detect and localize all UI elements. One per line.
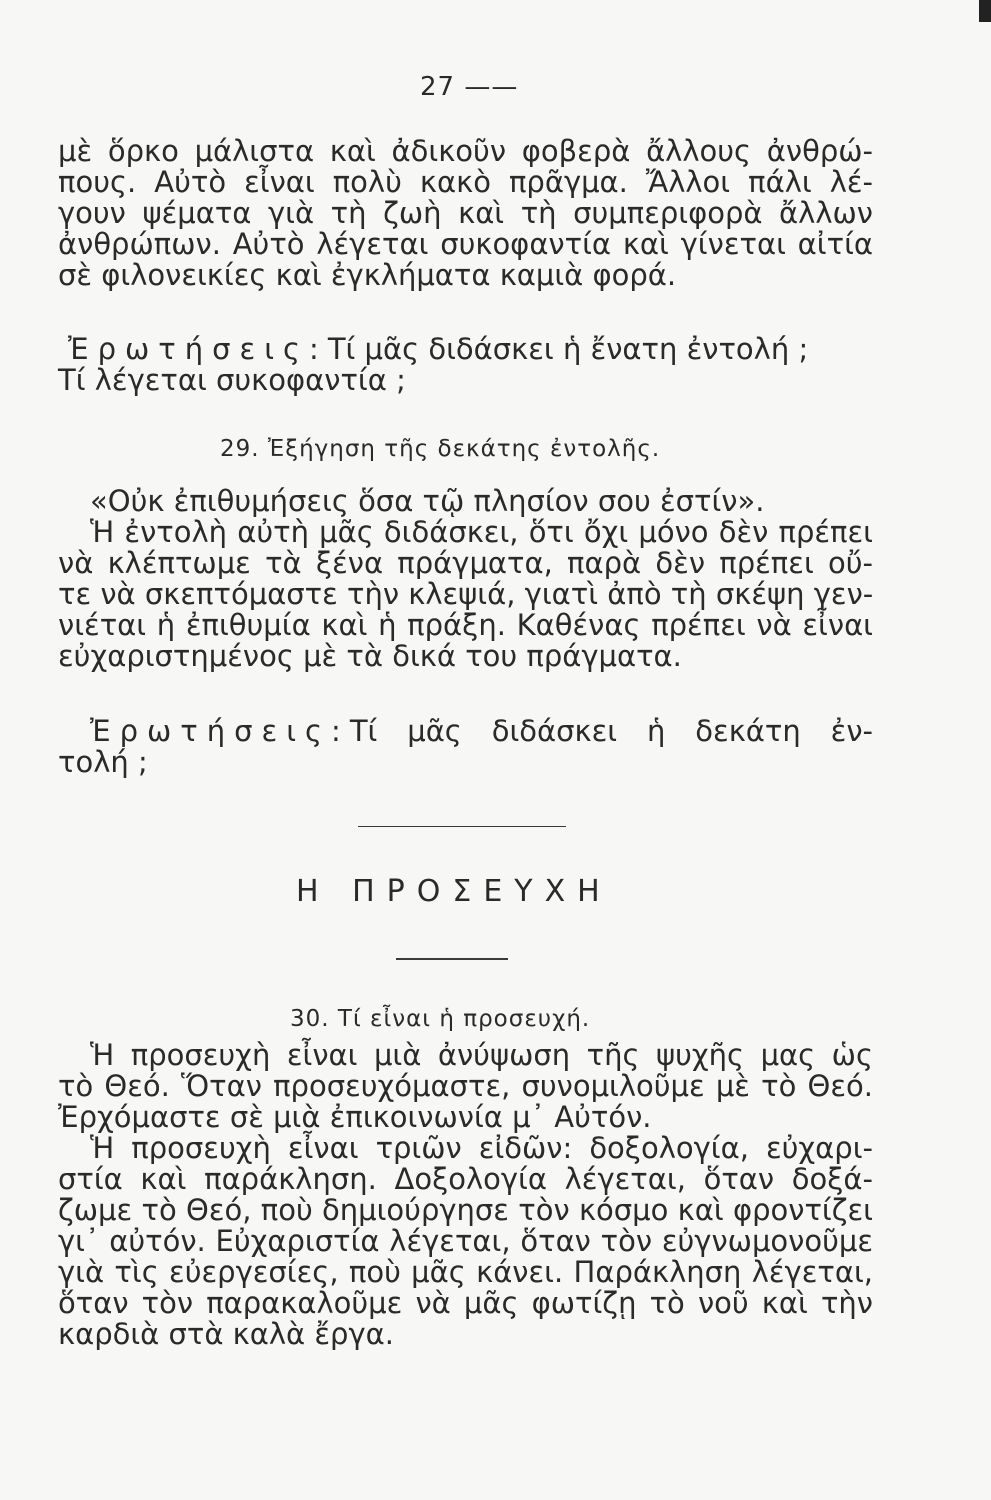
text-line: ζωμε τὸ Θεό, ποὺ δημιούργησε τὸν κόσμο καὶ φροντίζει [58,1193,873,1227]
text-line: Ἡ ἐντολὴ αὐτὴ μᾶς διδάσκει, ὅτι ὄχι μόνο δὲν πρέπει [90,515,873,549]
text-line: καρδιὰ στὰ καλὰ ἔργα. [58,1317,394,1351]
text-line: Ἡ προσευχὴ εἶναι μιὰ ἀνύψωση τῆς ψυχῆς μας ὡς [90,1038,873,1072]
section-30-heading: 30. Τί εἶναι ἡ προσευχή. [290,1006,591,1032]
page-number: 27 —— [420,72,519,102]
questions-label: Ἐρωτήσεις: [68,332,328,366]
questions-line [58,334,873,365]
divider-rule [396,958,508,960]
text-line: στία καὶ παράκληση. Δοξολογία λέγεται, ὅταν δοξά- [58,1162,873,1196]
text-line: Ἡ προσευχὴ εἶναι τριῶν εἰδῶν: δοξολογία, εὐχαρι- [90,1131,873,1165]
text-line: Ἐρχόμαστε σὲ μιὰ ἐπικοινωνία μ᾿ Αὐτόν. [58,1100,652,1134]
question-text: Τί λέγεται συκοφαντία ; [58,363,406,397]
questions-line [58,716,873,747]
questions-label: Ἐρωτήσεις: [90,714,350,748]
text-line: εὐχαριστημένος μὲ τὰ δικά του πράγματα. [58,639,682,673]
section-29-heading: 29. Ἐξήγηση τῆς δεκάτης ἐντολῆς. [220,436,661,462]
text-line: μὲ ὅρκο μάλιστα καὶ ἀδικοῦν φοβερὰ ἄλλους ἀνθρώ- [58,134,873,168]
text-line: γι᾿ αὐτόν. Εὐχαριστία λέγεται, ὅταν τὸν εὐγνωμονοῦμε [58,1224,873,1258]
divider-rule [358,826,566,827]
text-line: τε νὰ σκεπτόμαστε τὴν κλεψιά, γιατὶ ἀπὸ τὴ σκέψη γεν- [58,577,874,611]
section-29-questions [58,716,873,778]
text-line: ὅταν τὸν παρακαλοῦμε νὰ μᾶς φωτίζῃ τὸ νοῦ καὶ τὴν [58,1286,873,1320]
text-line: ἀνθρώπων. Αὐτὸ λέγεται συκοφαντία καὶ γίνεται αἰτία [58,227,873,261]
question-text: Τί μᾶς διδάσκει ἡ δεκάτη ἐν- [349,714,873,748]
text-line: γουν ψέματα γιὰ τὴ ζωὴ καὶ τὴ συμπεριφορὰ ἄλλων [58,196,873,230]
section-30-paragraph [58,1040,873,1350]
question-text: Τί μᾶς διδάσκει ἡ ἔνατη ἐντολή ; [327,332,809,366]
scan-edge-mark [979,0,991,22]
text-line: νιέται ἡ ἐπιθυμία καὶ ἡ πράξη. Καθένας πρέπει νὰ εἶναι [58,608,873,642]
text-line: γιὰ τὶς εὐεργεσίες, ποὺ μᾶς κάνει. Παράκληση λέγεται, [58,1255,873,1289]
text-line: σὲ φιλονεικίες καὶ ἐγκλήματα καμιὰ φορά. [58,258,677,292]
section-29-paragraph [58,486,873,672]
text-line: τὸ Θεό. Ὅταν προσευχόμαστε, συνομιλοῦμε μὲ τὸ Θεό. [58,1069,873,1103]
section-28-paragraph [58,136,873,291]
text-line: πους. Αὐτὸ εἶναι πολὺ κακὸ πρᾶγμα. Ἄλλοι πάλι λέ- [58,165,873,199]
text-line: νὰ κλέπτωμε τὰ ξένα πράγματα, παρὰ δὲν πρέπει οὔ- [58,546,873,580]
text-line: «Οὐκ ἐπιθυμήσεις ὅσα τῷ πλησίον σου ἐστίν». [90,484,765,518]
chapter-title: Η ΠΡΟΣΕΥΧΗ [296,874,612,909]
question-text: τολή ; [58,745,148,779]
section-28-questions [58,334,873,396]
